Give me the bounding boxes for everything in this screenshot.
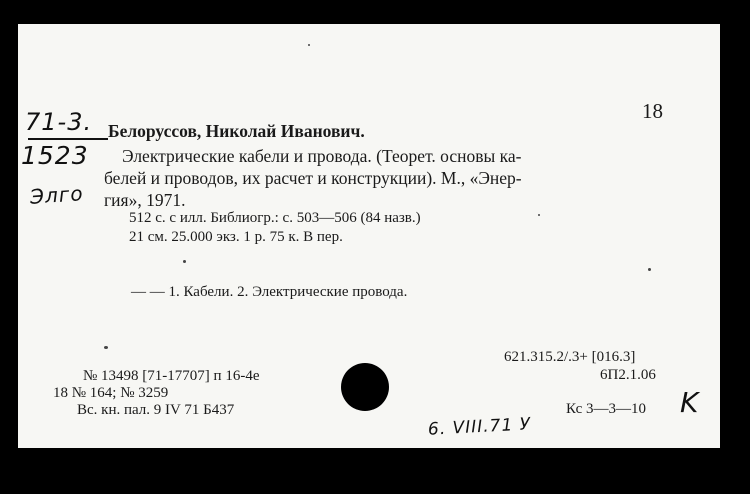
title-line-2: белей и проводов, их расчет и конструкции). М., «Энер-	[104, 168, 522, 188]
classification-code: Кс 3—3—10	[566, 401, 647, 417]
subject-headings: — — 1. Кабели. 2. Электрические провода.	[131, 284, 408, 300]
scan-speck	[183, 260, 186, 263]
scan-speck	[538, 214, 540, 216]
scan-speck	[104, 346, 108, 349]
punch-hole	[341, 363, 389, 411]
handwritten-note: Элго	[29, 181, 85, 209]
card-number: 18	[642, 99, 663, 123]
handwritten-date: 6. VIII.71 У	[427, 414, 532, 440]
handwritten-shelfmark-number: 1523	[21, 141, 89, 170]
registry-line-1: № 13498 [71-17707] п 16-4е	[83, 368, 260, 384]
physical-description-1: 512 с. с илл. Библиогр.: с. 503—506 (84 назв.)	[129, 210, 421, 226]
udc-code: 621.315.2/.3+ [016.3]	[504, 349, 636, 365]
physical-description-2: 21 см. 25.000 экз. 1 р. 75 к. В пер.	[129, 229, 343, 245]
author-heading: Белоруссов, Николай Иванович.	[108, 121, 365, 141]
handwritten-shelfmark-top: 71-3.	[25, 108, 93, 136]
shelfmark-underline	[28, 138, 108, 140]
registry-line-3: Вс. кн. пал. 9 IV 71 Б437	[77, 402, 235, 418]
scan-speck	[308, 44, 310, 46]
title-line-3: гия», 1971.	[104, 190, 186, 210]
bbk-code: 6П2.1.06	[600, 367, 656, 383]
registry-line-2: 18 № 164; № 3259	[53, 385, 169, 401]
handwritten-corner-mark: K	[680, 386, 700, 419]
scan-speck	[648, 268, 651, 271]
title-line-1: Электрические кабели и провода. (Теорет. основы ка-	[122, 146, 522, 166]
catalog-card	[18, 24, 720, 448]
